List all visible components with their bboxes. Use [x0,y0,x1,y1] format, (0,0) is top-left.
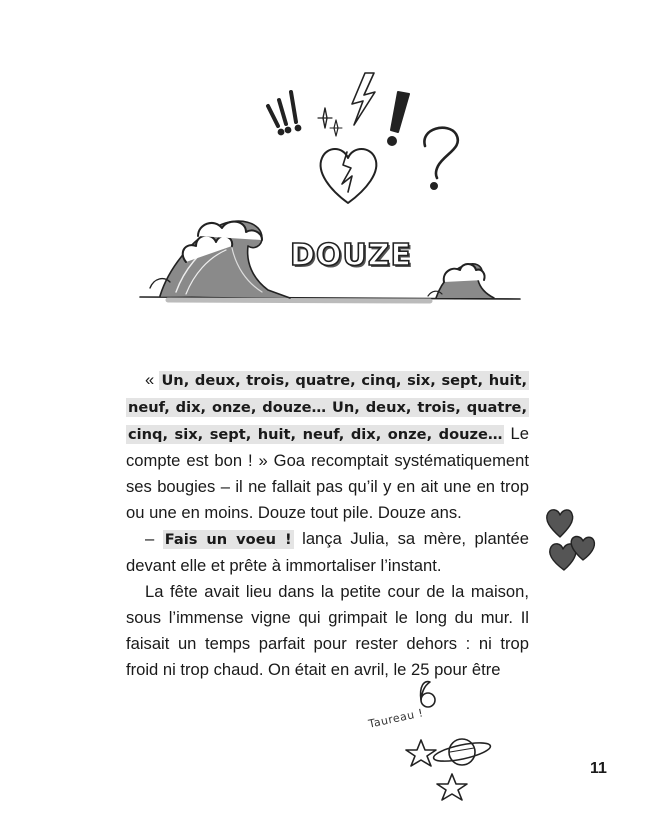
paragraph-text: La fête avait lieu dans la petite cour de la maison, sous l’immense vigne qui grimpait le long du mur. Il faisait un temps parfait pour rester dehors : ni trop froid ni trop chaud. On était en avril, le 25 pour être [126,582,529,679]
body-text [126,367,529,683]
paragraph-text: lança Julia, sa mère, plantée devant elle et prête à immortaliser l’instant. [126,529,529,575]
lightning-icon [352,73,375,125]
highlighted-count: Un, deux, trois, quatre, cinq, six, sept, huit, neuf, dix, onze, douze… Un, deux, trois, quatre, cinq, six, sept, huit, neuf, dix, onze, douze… [128,372,527,443]
chapter-title: DOUZE [290,238,413,273]
paragraph-open: « [145,370,160,389]
exclamation-icon [388,92,409,145]
page-number: 11 [590,760,607,777]
triple-exclamation-icon [268,92,300,134]
paragraph-text: Le compte est bon ! » Goa recomptait systématiquement ses bougies – il ne fallait pas qu’il y en ait une en trop ou une en moins. Douze tout pile. Douze ans. [126,424,529,522]
taurus-icon [421,682,435,707]
wave-icon [428,264,494,298]
sparkle-icon [318,108,342,136]
taureau-label: Taureau ! [367,706,425,731]
ground-line [140,297,520,299]
star-icon [406,740,467,800]
broken-heart-icon [321,149,377,203]
paragraph [126,526,529,579]
paragraph-open: – [145,529,163,548]
question-icon [424,128,457,189]
wave-icon [150,221,290,298]
hearts-icon [547,510,595,570]
paragraph [126,367,529,526]
highlighted-wish: Fais un voeu ! [164,531,292,548]
planet-icon [432,739,492,765]
paragraph [126,579,529,683]
ground-shadow [168,300,430,301]
